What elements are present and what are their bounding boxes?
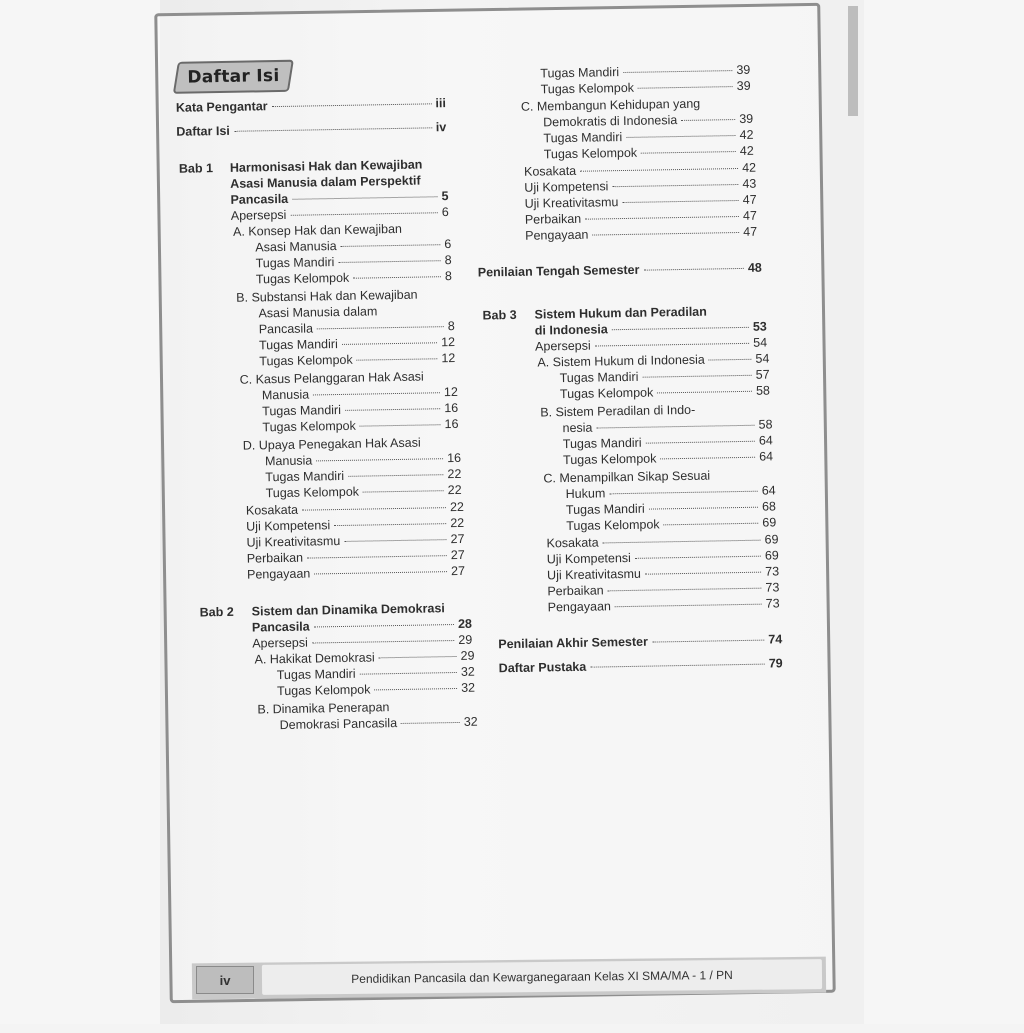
toc-entry: Perbaikan 27 [246, 547, 465, 566]
toc-entry: Tugas Kelompok 8 [255, 269, 452, 287]
footer-page-number: iv [196, 966, 254, 994]
chapter-label: Bab 2 [199, 604, 234, 620]
toc-entry: Tugas Kelompok 22 [265, 482, 462, 501]
toc-entry: Demokratis di Indonesia 39 [543, 111, 754, 130]
toc-entry: Tugas Kelompok 32 [276, 680, 476, 699]
chapter-title-line: Harmonisasi Hak dan Kewajiban [229, 157, 423, 175]
toc-entry: Tugas Mandiri 42 [543, 127, 754, 146]
toc-entry: Uji Kompetensi 43 [524, 176, 757, 195]
toc-entry: Apersepsi 54 [534, 335, 768, 354]
toc-entry: Tugas Kelompok 58 [559, 383, 771, 402]
toc-entry: Tugas Mandiri 68 [565, 499, 777, 518]
chapter-label: Bab 3 [482, 307, 517, 323]
toc-entry: Tugas Mandiri 57 [559, 367, 770, 386]
toc-entry: Pancasila 8 [258, 318, 455, 337]
toc-entry: Perbaikan 73 [547, 580, 780, 599]
section-heading: B. Substansi Hak dan Kewajiban [236, 287, 418, 305]
section-heading: Asasi Manusia dalam [258, 304, 378, 321]
toc-entry: Pengayaan 47 [525, 224, 758, 243]
toc-entry: Tugas Kelompok 12 [259, 350, 456, 369]
section-heading: A. Konsep Hak dan Kewajiban [232, 221, 403, 239]
toc-entry: Uji Kreativitasmu 47 [524, 192, 757, 211]
toc-entry: Tugas Kelompok 39 [540, 78, 751, 97]
toc-entry: A. Sistem Hukum di Indonesia 54 [537, 351, 770, 370]
toc-entry: di Indonesia 53 [534, 319, 767, 338]
toc-entry: Demokrasi Pancasila 32 [279, 714, 478, 733]
chapter-label: Bab 1 [178, 161, 214, 176]
toc-entry: Pancasila 5 [230, 189, 449, 207]
toc-entry: Pengayaan 27 [246, 563, 466, 582]
toc-entry: Manusia 12 [261, 384, 459, 403]
toc-entry: Kosakata 22 [245, 499, 465, 518]
toc-entry: Tugas Mandiri 8 [255, 253, 452, 271]
section-heading: D. Upaya Penegakan Hak Asasi [242, 435, 421, 453]
toc-entry-daftar-isi: Daftar Isi iv [176, 120, 447, 139]
toc-entry: Tugas Mandiri 12 [258, 334, 456, 353]
toc-entry: Tugas Kelompok 42 [543, 143, 754, 162]
toc-entry: Tugas Mandiri 64 [562, 433, 773, 452]
page-title: Daftar Isi [187, 65, 280, 88]
toc-entry: nesia 58 [562, 417, 773, 436]
toc-entry: Pancasila 28 [251, 616, 473, 635]
chapter-title-line: Sistem dan Dinamika Demokrasi [251, 601, 445, 619]
toc-entry-pts: Penilaian Tengah Semester 48 [477, 260, 762, 280]
toc-title-badge [173, 60, 294, 94]
toc-entry: Tugas Kelompok 69 [566, 515, 777, 534]
toc-entry: Tugas Mandiri 39 [540, 62, 751, 81]
toc-entry-pustaka: Daftar Pustaka 79 [498, 656, 783, 676]
chapter-title-line: Sistem Hukum dan Peradilan [534, 304, 707, 322]
toc-entry: Pengayaan 73 [547, 596, 780, 615]
toc-entry: Tugas Mandiri 16 [262, 400, 459, 419]
toc-entry-kata-pengantar: Kata Pengantar iii [175, 96, 446, 115]
toc-entry-pas: Penilaian Akhir Semester 74 [498, 632, 783, 652]
toc-entry: Asasi Manusia 6 [255, 237, 452, 255]
toc-entry: Uji Kreativitasmu 27 [246, 531, 465, 550]
toc-entry: Hukum 64 [565, 483, 776, 502]
toc-entry: Uji Kompetensi 69 [546, 548, 779, 567]
section-heading: B. Sistem Peradilan di Indo- [540, 402, 696, 420]
section-heading: C. Menampilkan Sikap Sesuai [543, 468, 711, 486]
section-heading: C. Kasus Pelanggaran Hak Asasi [239, 369, 424, 387]
chapter-title-line: Asasi Manusia dalam Perspektif [230, 173, 421, 191]
toc-entry: Manusia 16 [264, 450, 462, 469]
toc-entry: Tugas Kelompok 16 [262, 416, 459, 435]
toc-entry: Uji Kreativitasmu 73 [546, 564, 780, 583]
section-heading: B. Dinamika Penerapan [257, 700, 390, 717]
toc-entry: Apersepsi 6 [230, 205, 449, 223]
toc-entry: Tugas Mandiri 22 [265, 466, 462, 485]
toc-entry: A. Hakikat Demokrasi 29 [254, 648, 475, 667]
toc-entry: Kosakata 69 [546, 532, 779, 551]
toc-entry: Perbaikan 47 [524, 208, 757, 227]
toc-entry: Tugas Mandiri 32 [276, 664, 475, 683]
toc-entry: Apersepsi 29 [252, 632, 473, 651]
toc-entry: Kosakata 42 [523, 160, 757, 179]
section-heading: C. Membangun Kehidupan yang [520, 96, 701, 114]
footer-book-title: Pendidikan Pancasila dan Kewarganegaraan Kelas XI SMA/MA - 1 / PN [262, 959, 822, 995]
toc-entry: Uji Kompetensi 22 [246, 515, 465, 534]
toc-entry: Tugas Kelompok 64 [562, 449, 774, 468]
